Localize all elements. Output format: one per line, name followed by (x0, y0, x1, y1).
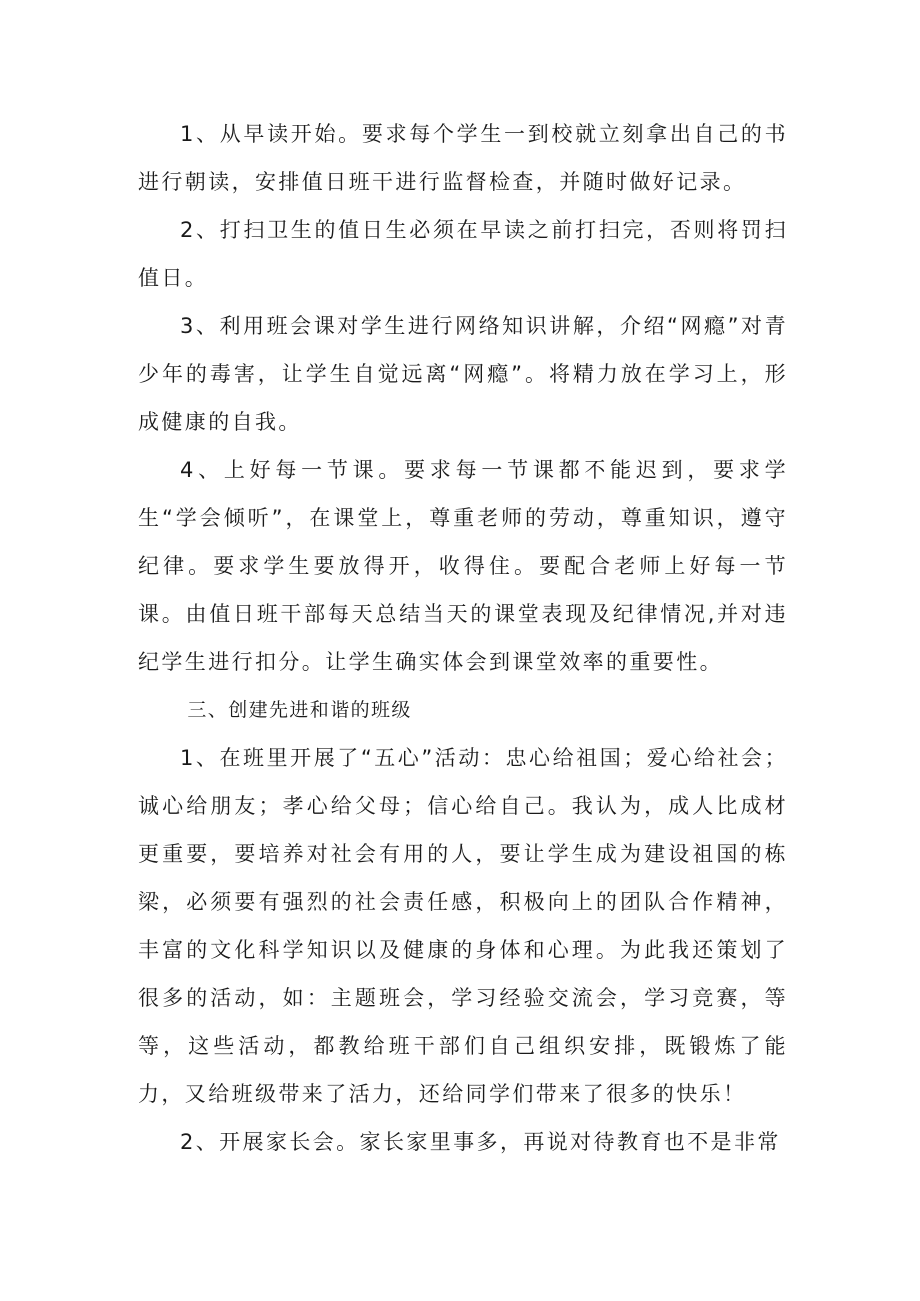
paragraph-parent-meeting: 2、开展家长会。家长家里事多，再说对待教育也不是非常 (180, 1130, 781, 1154)
paragraph-morning-reading: 1、从早读开始。要求每个学生一到校就立刻拿出自己的书进行朝读，安排值日班干进行监督检查，并随时做好记录。 (138, 122, 788, 194)
paragraph-five-hearts-activity: 1、在班里开展了“五心”活动：忠心给祖国；爱心给社会；诚心给朋友；孝心给父母；信心给自己。我认为，成人比成材更重要，要培养对社会有用的人，要让学生成为建设祖国的栋梁，必须要有强烈的社会责任感，积极向上的团队合作精神，丰富的文化科学知识以及健康的身体和心理。为此我还策划了很多的活动，如：主题班会，学习经验交流会，学习竞赛，等等，这些活动，都教给班干部们自己组织安排，既锻炼了能力，又给班级带来了活力，还给同学们带来了很多的快乐！ (138, 746, 788, 1106)
document-body (138, 110, 788, 1166)
paragraph-classroom-discipline: 4、上好每一节课。要求每一节课都不能迟到，要求学生“学会倾听”，在课堂上，尊重老师的劳动，尊重知识，遵守纪律。要求学生要放得开，收得住。要配合老师上好每一节课。由值日班干部每天总结当天的课堂表现及纪律情况,并对违纪学生进行扣分。让学生确实体会到课堂效率的重要性。 (138, 458, 788, 674)
paragraph-internet-education: 3、利用班会课对学生进行网络知识讲解，介绍“网瘾”对青少年的毒害，让学生自觉远离“网瘾”。将精力放在学习上，形成健康的自我。 (138, 314, 788, 434)
section-heading: 三、创建先进和谐的班级 (187, 699, 412, 721)
paragraph-cleaning-duty: 2、打扫卫生的值日生必须在早读之前打扫完，否则将罚扫值日。 (138, 218, 788, 290)
